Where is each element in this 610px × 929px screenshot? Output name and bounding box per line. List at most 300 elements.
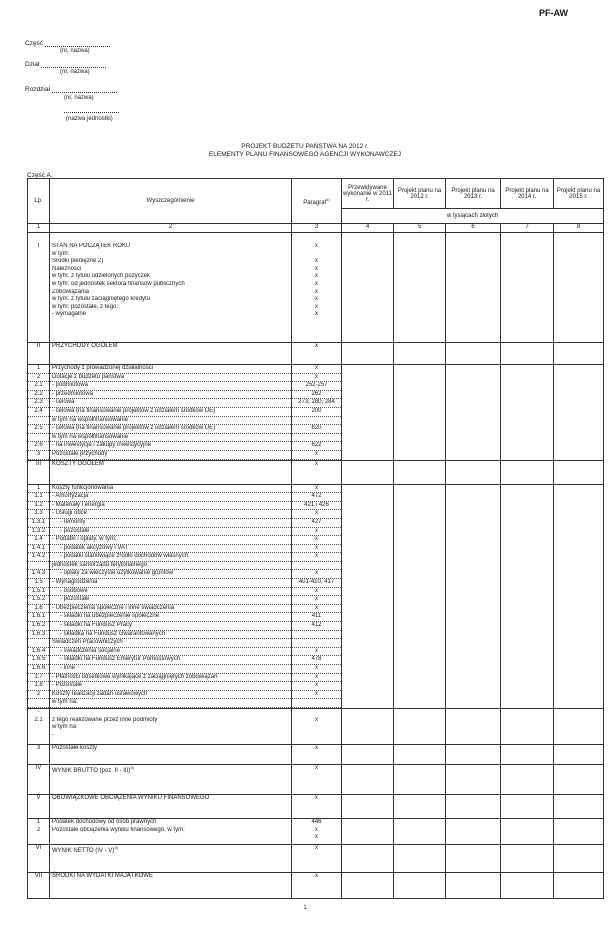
lp-line: 2: [36, 826, 41, 833]
value-cell: [446, 460, 501, 484]
desc-text: WYNIK BRUTTO (poz. II - III): [52, 767, 131, 774]
par-line: 411: [292, 613, 341, 622]
desc-line: Koszty funkcjonowania: [50, 485, 291, 494]
value-cell: [501, 708, 554, 744]
value-cell: [342, 818, 394, 844]
desc-line: Dotacje z budżetu państwa: [50, 374, 291, 383]
lp-line: [28, 251, 49, 259]
value-cell: [394, 484, 446, 708]
lp-line: [28, 724, 49, 732]
par-line: x: [292, 553, 341, 562]
desc-cell: [50, 343, 292, 365]
lp-line: 1.3.1: [28, 519, 49, 528]
par-line: x: [315, 303, 318, 310]
lp-line: 2: [28, 691, 49, 700]
lp-line: [28, 834, 49, 842]
desc-line: - Materiały i energia: [50, 502, 291, 511]
czesc-sub: (nr, nazwa): [60, 48, 90, 54]
lp-line: 2.2: [28, 391, 49, 400]
par-line: x: [292, 596, 341, 605]
value-cell: [394, 233, 446, 343]
desc-cell: [50, 764, 292, 794]
form-code: PF-AW: [539, 8, 568, 18]
value-cell: [554, 844, 604, 872]
value-cell: [554, 764, 604, 794]
desc-line: z tego realizowane przez inne podmioty: [52, 716, 158, 723]
desc-line: - przedmiotowa: [50, 391, 291, 400]
lp-line: -: [37, 708, 40, 715]
value-cell: [554, 794, 604, 818]
block-row: [28, 794, 604, 818]
desc-line: [50, 834, 291, 842]
lp-line: [28, 639, 49, 648]
block-row: [28, 484, 604, 708]
section-label: Część A.: [27, 172, 53, 179]
par-line: 478: [292, 656, 341, 665]
value-cell: [394, 365, 446, 461]
value-cell: [394, 764, 446, 794]
par-line: 401-410, 417: [292, 579, 341, 588]
value-cell: [501, 844, 554, 872]
lp-line: 1.3: [28, 510, 49, 519]
lp-line: 1.8: [28, 682, 49, 691]
value-cell: [446, 708, 501, 744]
lp-line: [28, 434, 49, 443]
jednostka-field: [62, 106, 119, 113]
desc-line: - celowa (na finansowanie projektów z udziałem środków UE): [50, 425, 291, 434]
finance-plan-table: [27, 178, 604, 899]
desc-line: Zobowiązania: [52, 288, 90, 295]
desc-cell: [50, 460, 292, 484]
desc-line: - Ubezpieczenia społeczne i inne świadczenia: [50, 605, 291, 614]
par-line: 421 i 426: [292, 502, 341, 511]
par-line: [292, 251, 341, 259]
desc-line: -: [52, 731, 54, 738]
lp-line: [28, 266, 49, 274]
value-cell: [446, 844, 501, 872]
desc-line: w tym na współfinansowanie: [50, 434, 291, 443]
block-row: [28, 744, 604, 764]
lp-cell: III: [28, 460, 50, 484]
par-line: x: [292, 665, 341, 674]
lp-line: [28, 296, 49, 304]
desc-cell: [50, 484, 292, 708]
lp-line: 1.4.2: [28, 553, 49, 562]
par-line: [292, 639, 341, 648]
value-cell: [446, 484, 501, 708]
par-line: x: [315, 288, 318, 295]
value-cell: [342, 794, 394, 818]
footnote-ref: 3): [114, 844, 118, 850]
lp-line: 2: [28, 374, 49, 383]
desc-line: - osobowe: [50, 588, 291, 597]
par-line: x: [292, 451, 341, 460]
desc-line: - Usługi obce: [50, 510, 291, 519]
lp-cell: [28, 484, 50, 708]
lp-line: 1.6: [28, 605, 49, 614]
lp-line: 2.6: [28, 442, 49, 451]
czesc-field: Część: [25, 40, 110, 47]
value-cell: [554, 460, 604, 484]
lp-line: [28, 281, 49, 289]
value-cell: [342, 484, 394, 708]
desc-line: Koszty realizacji zadań ustawowych: [50, 691, 291, 700]
desc-line: - opłaty za wieczyste użytkowanie gruntów: [50, 570, 291, 579]
lp-line: 2.3: [28, 399, 49, 408]
par-cell: x: [292, 343, 342, 365]
value-cell: [446, 872, 501, 898]
value-cell: [342, 744, 394, 764]
desc-line: - podmiotowa: [50, 382, 291, 391]
lp-line: 1.5: [28, 579, 49, 588]
value-cell: [342, 844, 394, 872]
lp-line: 1: [28, 365, 49, 374]
par-line: 622: [292, 442, 341, 451]
desc-line: - Amortyzacja: [50, 493, 291, 502]
value-cell: [554, 708, 604, 744]
block-row: [28, 365, 604, 461]
lp-cell: [28, 818, 50, 844]
par-cell: x: [292, 844, 342, 872]
par-line: x: [315, 265, 318, 272]
header-lp: Lp.: [28, 179, 50, 224]
column-numbers-row: [28, 224, 604, 233]
value-cell: [394, 794, 446, 818]
desc-text: Pozostałe koszty: [52, 744, 98, 751]
lp-cell: VI: [28, 844, 50, 872]
desc-line: Świadczeń Pracowniczych: [50, 639, 291, 648]
col-num: 7: [501, 224, 554, 233]
desc-text: KOSZTY OGÓŁEM: [52, 460, 104, 467]
value-cell: [501, 872, 554, 898]
lp-line: [28, 289, 49, 297]
desc-cell: [50, 872, 292, 898]
lp-line: 1.1: [28, 493, 49, 502]
header-2015: Projekt planu na 2015 r.: [554, 179, 604, 209]
par-line: x: [292, 374, 341, 383]
value-cell: [394, 744, 446, 764]
desc-text: OBOWIĄZKOWE OBCIĄŻENIA WYNIKU FINANSOWEGO: [52, 794, 210, 801]
lp-line: 1.3.2: [28, 528, 49, 537]
lp-cell: II: [28, 343, 50, 365]
lp-line: 1.6.5: [28, 656, 49, 665]
lp-line: 1.6.3: [28, 631, 49, 640]
header-2013: Projekt planu na 2013 r.: [446, 179, 501, 209]
desc-line: w tym: od jednostek sektora finansów publicznych: [52, 280, 185, 287]
value-cell: [446, 233, 501, 343]
value-cell: [342, 343, 394, 365]
value-cell: [342, 764, 394, 794]
par-line: x: [292, 365, 341, 374]
par-line: x: [292, 528, 341, 537]
desc-line: Pozostałe przychody: [50, 451, 291, 460]
lp-line: 1.4.3: [28, 570, 49, 579]
lp-line: 1.5.1: [28, 588, 49, 597]
value-cell: [501, 233, 554, 343]
desc-line: Środki pieniężne 2): [52, 258, 104, 265]
desc-cell: [50, 365, 292, 461]
block-row: [28, 708, 604, 744]
par-line: 412: [292, 622, 341, 631]
value-cell: [501, 460, 554, 484]
block-row: [28, 764, 604, 794]
title-line-2: ELEMENTY PLANU FINANSOWEGO AGENCJI WYKONAWCZEJ: [208, 151, 402, 158]
par-line: [292, 709, 341, 717]
desc-line: w tym na:: [52, 724, 78, 731]
desc-line: - Płatności odsetkowe wynikające z zaciągniętych zobowiązań: [50, 674, 291, 683]
value-cell: [394, 343, 446, 365]
par-line: [292, 732, 341, 740]
par-line: x: [292, 536, 341, 545]
lp-line: [28, 273, 49, 281]
lp-cell: [28, 708, 50, 744]
desc-text: PRZYCHODY OGÓŁEM: [52, 343, 118, 349]
col-num: 8: [554, 224, 604, 233]
lp-line: 1.6.1: [28, 613, 49, 622]
col-num: 4: [342, 224, 394, 233]
par-line: 472: [292, 493, 341, 502]
par-line: x: [315, 280, 318, 287]
block-row: [28, 460, 604, 484]
desc-line: - pozostałe: [50, 528, 291, 537]
par-line: x: [315, 243, 318, 249]
par-line: [292, 434, 341, 443]
value-cell: [446, 365, 501, 461]
desc-line: - inne: [50, 665, 291, 674]
value-cell: [342, 872, 394, 898]
lp-line: 2.1: [28, 382, 49, 391]
desc-line: - Wynagrodzenia: [50, 579, 291, 588]
desc-line: Przychody z prowadzonej działalności: [50, 365, 291, 374]
rozdzial-field: Rozdział: [25, 86, 117, 93]
page-number: 1: [303, 905, 307, 911]
desc-line: - wymagalne: [52, 311, 87, 318]
lp-cell: V: [28, 794, 50, 818]
lp-line: [28, 699, 49, 708]
lp-line: 1: [36, 818, 41, 825]
dzial-sub: (nr, nazwa): [60, 69, 90, 75]
lp-line: 1.6.6: [28, 665, 49, 674]
value-cell: [554, 744, 604, 764]
rozdzial-sub: (nr, nazwa): [64, 95, 94, 101]
par-cell: [292, 818, 342, 844]
value-cell: [394, 460, 446, 484]
par-line: x: [315, 273, 318, 280]
lp-line: 1.4.1: [28, 545, 49, 554]
desc-text: ŚRODKI NA WYDATKI MAJĄTKOWE: [52, 872, 153, 879]
par-line: x: [292, 674, 341, 683]
value-cell: [394, 818, 446, 844]
par-line: x: [315, 834, 318, 841]
col-num: 1: [28, 224, 50, 233]
par-line: x: [315, 826, 318, 833]
par-cell: [292, 484, 342, 708]
par-line: x: [315, 296, 318, 303]
lp-line: [28, 304, 49, 312]
desc-cell: [50, 794, 292, 818]
lp-cell: [28, 233, 50, 343]
desc-line: w tym na współfinansowanie: [50, 417, 291, 426]
lp-line: 1.6.2: [28, 622, 49, 631]
par-line: x: [292, 485, 341, 494]
value-cell: [446, 744, 501, 764]
value-cell: [501, 343, 554, 365]
jednostka-sub: (nazwa jednostki): [66, 116, 113, 122]
par-cell: x: [292, 764, 342, 794]
desc-cell: [50, 233, 292, 343]
desc-cell: [50, 818, 292, 844]
lp-line: 1.6.4: [28, 648, 49, 657]
desc-line: w tym na:: [50, 699, 291, 708]
lp-cell: 3: [28, 744, 50, 764]
par-line: x: [292, 545, 341, 554]
desc-line: [50, 709, 291, 717]
header-desc: Wyszczególnienie: [50, 179, 292, 224]
value-cell: [342, 708, 394, 744]
desc-line: - składki na Fundusz Pracy: [50, 622, 291, 631]
desc-line: - celowa: [50, 399, 291, 408]
value-cell: [342, 460, 394, 484]
par-line: x: [292, 648, 341, 657]
desc-line: - podatek akcyzowy i VAT: [50, 545, 291, 554]
lp-cell: IV: [28, 764, 50, 794]
desc-line: - celowa (na finansowanie projektów z udziałem środków UE): [50, 408, 291, 417]
col-num: 5: [394, 224, 446, 233]
col-num: 3: [292, 224, 342, 233]
par-cell: [292, 708, 342, 744]
value-cell: [501, 484, 554, 708]
desc-line: - składki na ubezpieczenie społeczne: [50, 613, 291, 622]
desc-line: jednostek samorządu terytorialnego: [50, 562, 291, 571]
par-line: 427: [292, 519, 341, 528]
par-cell: [292, 233, 342, 343]
par-line: [292, 417, 341, 426]
lp-line: 2.1: [34, 716, 43, 723]
lp-line: 1: [28, 485, 49, 494]
par-line: x: [292, 691, 341, 700]
par-line: x: [292, 605, 341, 614]
value-cell: [501, 764, 554, 794]
desc-cell: [50, 708, 292, 744]
par-line: [292, 699, 341, 708]
header-2012: Projekt planu na 2012 r.: [394, 179, 446, 209]
lp-line: 2.5: [28, 425, 49, 434]
par-cell: x: [292, 460, 342, 484]
block-row: [28, 844, 604, 872]
par-cell: x: [292, 794, 342, 818]
lp-line: [28, 258, 49, 266]
par-line: [292, 631, 341, 640]
value-cell: [501, 365, 554, 461]
par-line: 446: [311, 818, 322, 825]
block-row: [28, 233, 604, 343]
lp-line: [28, 562, 49, 571]
par-line: x: [292, 570, 341, 579]
desc-cell: [50, 744, 292, 764]
par-line: x: [292, 510, 341, 519]
desc-line: - świadczenia socjalne: [50, 648, 291, 657]
value-cell: [342, 233, 394, 343]
header-units: w tysiącach złotych: [342, 209, 604, 224]
lp-line: 1.2: [28, 502, 49, 511]
desc-line: w tym: pozostałe, z tego:: [52, 303, 119, 310]
par-line: 200: [292, 408, 341, 417]
block-row: [28, 818, 604, 844]
block-row: [28, 343, 604, 365]
par-line: x: [315, 258, 318, 265]
desc-line: Należności: [52, 265, 82, 272]
desc-line: - Podatki i opłaty, w tym:: [50, 536, 291, 545]
value-cell: [554, 818, 604, 844]
value-cell: [342, 365, 394, 461]
lp-line: 1.4: [28, 536, 49, 545]
col-num: 6: [446, 224, 501, 233]
desc-line: - podatki stanowiące źródło dochodów własnych: [50, 553, 291, 562]
desc-line: w tym:: [52, 250, 70, 257]
header-2014: Projekt planu na 2014 r.: [501, 179, 554, 209]
par-cell: x: [292, 744, 342, 764]
desc-line: - Pozostałe: [50, 682, 291, 691]
value-cell: [554, 343, 604, 365]
lp-line: 1.5.2: [28, 596, 49, 605]
desc-line: w tym: z tytułu zaciągniętego kredytu: [52, 296, 151, 303]
par-cell: x: [292, 872, 342, 898]
par-cell: [292, 365, 342, 461]
par-line: x: [292, 588, 341, 597]
value-cell: [394, 844, 446, 872]
value-cell: [446, 764, 501, 794]
desc-line: STAN NA POCZĄTEK ROKU: [52, 243, 131, 249]
par-line: x: [315, 311, 318, 318]
par-line: [292, 724, 341, 732]
par-line: 262: [292, 391, 341, 400]
header-par: Paragraf$^{1)}$: [292, 179, 342, 224]
par-line: [292, 562, 341, 571]
block-row: [28, 872, 604, 898]
lp-line: [28, 417, 49, 426]
value-cell: [446, 794, 501, 818]
par-line: x: [292, 682, 341, 691]
lp-line: 1.7: [28, 674, 49, 683]
desc-text: WYNIK NETTO (IV - V): [52, 847, 115, 854]
title-line-1: PROJEKT BUDŻETU PAŃSTWA NA 2012 r.: [241, 143, 369, 150]
dzial-field: Dział: [25, 61, 106, 68]
lp-line: 2.4: [28, 408, 49, 417]
value-cell: [554, 233, 604, 343]
value-cell: [554, 872, 604, 898]
value-cell: [501, 818, 554, 844]
lp-cell: [28, 365, 50, 461]
lp-line: 3: [28, 451, 49, 460]
col-num: 2: [50, 224, 292, 233]
value-cell: [394, 708, 446, 744]
lp-line: [28, 732, 49, 740]
lp-line: I: [37, 243, 40, 249]
value-cell: [394, 872, 446, 898]
value-cell: [446, 343, 501, 365]
value-cell: [501, 794, 554, 818]
desc-line: - remonty: [50, 519, 291, 528]
par-line: 273, 280, 284: [292, 399, 341, 408]
value-cell: [554, 484, 604, 708]
desc-line: - pozostałe: [50, 596, 291, 605]
par-line: x: [315, 716, 318, 723]
value-cell: [501, 744, 554, 764]
footnote-ref: 3): [130, 764, 134, 770]
par-line: 620: [292, 425, 341, 434]
par-line: 252-257: [292, 382, 341, 391]
header-2011: Przewidywane wykonanie w 2011 r.: [342, 179, 394, 209]
